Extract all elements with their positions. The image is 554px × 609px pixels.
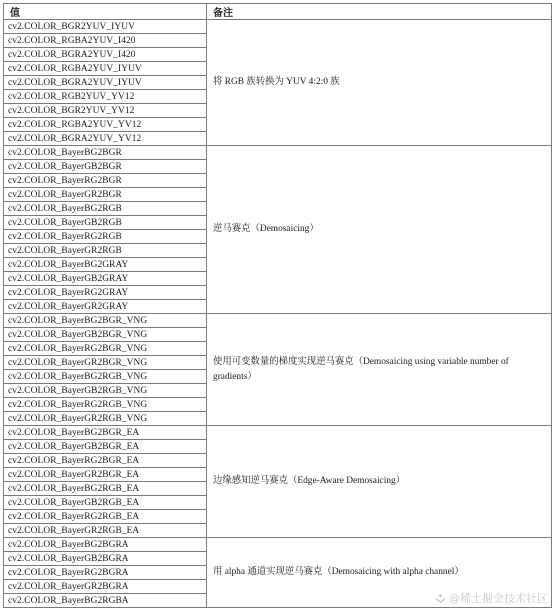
value-cell: cv2.COLOR_BGR2YUV_IYUV bbox=[4, 20, 207, 34]
value-cell: cv2.COLOR_BayerBG2RGB_EA bbox=[4, 482, 207, 496]
header-note: 备注 bbox=[207, 4, 552, 20]
note-cell: 用 alpha 通道实现逆马赛克（Demosaicing with alpha channel） bbox=[207, 538, 552, 608]
value-cell: cv2.COLOR_BayerRG2GRAY bbox=[4, 286, 207, 300]
value-cell: cv2.COLOR_BayerRG2BGR_VNG bbox=[4, 342, 207, 356]
note-cell: 边缘感知逆马赛克（Edge-Aware Demosaicing） bbox=[207, 426, 552, 538]
value-cell: cv2.COLOR_BayerBG2BGRA bbox=[4, 538, 207, 552]
value-cell: cv2.COLOR_BayerBG2RGB bbox=[4, 202, 207, 216]
watermark bbox=[435, 590, 548, 606]
value-cell: cv2.COLOR_BayerGR2BGR_VNG bbox=[4, 356, 207, 370]
value-cell: cv2.COLOR_BGRA2YUV_I420 bbox=[4, 48, 207, 62]
table-body bbox=[4, 20, 552, 608]
table-row bbox=[4, 314, 552, 328]
table-header-row bbox=[4, 4, 552, 20]
value-cell: cv2.COLOR_BayerRG2BGRA bbox=[4, 566, 207, 580]
table-row bbox=[4, 20, 552, 34]
table-row bbox=[4, 426, 552, 440]
value-cell: cv2.COLOR_BayerGR2BGR bbox=[4, 188, 207, 202]
table-row bbox=[4, 146, 552, 160]
value-cell: cv2.COLOR_RGB2YUV_YV12 bbox=[4, 90, 207, 104]
value-cell: cv2.COLOR_BayerGB2BGR bbox=[4, 160, 207, 174]
header-value: 值 bbox=[4, 4, 207, 20]
note-cell: 使用可变数量的梯度实现逆马赛克（Demosaicing using variable number of gradients） bbox=[207, 314, 552, 426]
value-cell: cv2.COLOR_BayerGB2RGB_VNG bbox=[4, 384, 207, 398]
value-cell: cv2.COLOR_BayerBG2BGR bbox=[4, 146, 207, 160]
value-cell: cv2.COLOR_BayerBG2RGB_VNG bbox=[4, 370, 207, 384]
value-cell: cv2.COLOR_BayerGB2BGRA bbox=[4, 552, 207, 566]
value-cell: cv2.COLOR_BayerGR2BGR_EA bbox=[4, 468, 207, 482]
watermark-text: @稀土掘金技术社区 bbox=[449, 592, 548, 605]
value-cell: cv2.COLOR_BayerGR2RGB_VNG bbox=[4, 412, 207, 426]
value-cell: cv2.COLOR_BayerGR2BGRA bbox=[4, 580, 207, 594]
value-cell: cv2.COLOR_BayerGR2GRAY bbox=[4, 300, 207, 314]
value-cell: cv2.COLOR_BayerBG2BGR_EA bbox=[4, 426, 207, 440]
value-cell: cv2.COLOR_BayerRG2RGB_VNG bbox=[4, 398, 207, 412]
value-cell: cv2.COLOR_BGR2YUV_YV12 bbox=[4, 104, 207, 118]
value-cell: cv2.COLOR_RGBA2YUV_IYUV bbox=[4, 62, 207, 76]
value-cell: cv2.COLOR_RGBA2YUV_YV12 bbox=[4, 118, 207, 132]
value-cell: cv2.COLOR_BayerRG2BGR bbox=[4, 174, 207, 188]
value-cell: cv2.COLOR_BayerBG2GRAY bbox=[4, 258, 207, 272]
value-cell: cv2.COLOR_BayerRG2BGR_EA bbox=[4, 454, 207, 468]
value-cell: cv2.COLOR_BayerGR2RGB bbox=[4, 244, 207, 258]
color-conversion-table bbox=[3, 3, 552, 608]
value-cell: cv2.COLOR_BGRA2YUV_YV12 bbox=[4, 132, 207, 146]
value-cell: cv2.COLOR_BayerBG2BGR_VNG bbox=[4, 314, 207, 328]
value-cell: cv2.COLOR_BayerGR2RGB_EA bbox=[4, 524, 207, 538]
value-cell: cv2.COLOR_BayerGB2BGR_VNG bbox=[4, 328, 207, 342]
value-cell: cv2.COLOR_BayerRG2RGB bbox=[4, 230, 207, 244]
value-cell: cv2.COLOR_BayerGB2RGB bbox=[4, 216, 207, 230]
value-cell: cv2.COLOR_BGRA2YUV_IYUV bbox=[4, 76, 207, 90]
note-cell: 逆马赛克（Demosaicing） bbox=[207, 146, 552, 314]
note-cell: 将 RGB 族转换为 YUV 4:2:0 族 bbox=[207, 20, 552, 146]
value-cell: cv2.COLOR_BayerGB2RGB_EA bbox=[4, 496, 207, 510]
table-row bbox=[4, 538, 552, 552]
value-cell: cv2.COLOR_BayerGB2GRAY bbox=[4, 272, 207, 286]
value-cell: cv2.COLOR_BayerRG2RGB_EA bbox=[4, 510, 207, 524]
juejin-logo-icon bbox=[435, 593, 446, 604]
value-cell: cv2.COLOR_BayerGB2BGR_EA bbox=[4, 440, 207, 454]
value-cell: cv2.COLOR_BayerBG2RGBA bbox=[4, 594, 207, 608]
value-cell: cv2.COLOR_RGBA2YUV_I420 bbox=[4, 34, 207, 48]
